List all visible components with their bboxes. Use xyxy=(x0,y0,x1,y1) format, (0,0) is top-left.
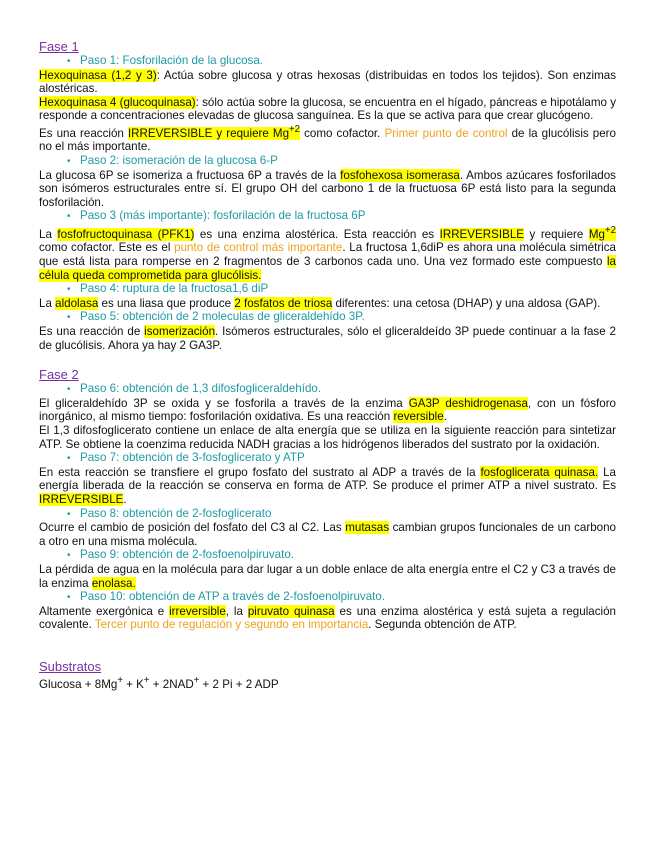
bullet: • xyxy=(67,453,71,465)
list-item-paso-8: • Paso 8: obtención de 2-fosfoglicerato xyxy=(67,506,272,520)
list-item-paso-10: • Paso 10: obtención de ATP a través de 2-fosfoenolpiruvato. xyxy=(67,590,386,604)
heading-substratos: Substratos xyxy=(39,658,102,674)
list-item-paso-3: • Paso 3 (más importante): fosforilación de la fructosa 6P xyxy=(67,209,366,223)
bullet: • xyxy=(67,592,71,604)
list-item-paso-1: • Paso 1: Fosforilación de la glucosa. xyxy=(67,54,264,67)
bullet: • xyxy=(67,550,71,562)
heading-fase-2: Fase 2 xyxy=(39,367,79,383)
paragraph-reaccion-irreversible: Es una reacción IRREVERSIBLE y requiere $Mg^{+2}$ como cofactor. Primer punto de control de la glucólisis pero no el más importante. xyxy=(39,123,616,154)
list-item-paso-9: • Paso 9: obtención de 2-fosfoenolpiruvato. xyxy=(67,548,294,562)
paragraph-hexoquinasa-4: Hexoquinasa 4 (glucoquinasa): sólo actúa sobre la glucosa, se encuentra en el hígado, páncreas e hipotálamo y responde a concentraciones elevadas de glucosa sanguínea. Es la que se activa para que crear glucógeno. xyxy=(39,95,616,123)
paragraph-paso-9: La pérdida de agua en la molécula para dar lugar a un doble enlace de alta energía entre el C2 y C3 a través de la enzima enolasa. xyxy=(39,562,616,590)
paragraph-paso-6b: El 1,3 difosfoglicerato contiene un enlace de alta energía que se utiliza en la siguiente reacción para sintetizar ATP. Se obtiene la coenzima reducida NADH gracias a los hidrógenos liberados del sustrato por la oxidación. xyxy=(39,423,616,451)
paragraph-paso-4: La aldolasa es una liasa que produce 2 fosfatos de triosa diferentes: una cetosa (DHAP) y una aldosa (GAP). xyxy=(39,296,601,310)
paragraph-paso-7: En esta reacción se transfiere el grupo fosfato del sustrato al ADP a través de la fosfoglicerata quinasa. La energía liberada de la reacción se conserva en forma de ATP. Se produce el primer ATP a nivel sustrato. Es IRREVERSIBLE. xyxy=(39,465,616,506)
list-item-paso-5: • Paso 5: obtención de 2 moleculas de gliceraldehído 3P. xyxy=(67,310,365,324)
paragraph-paso-6a: El gliceraldehído 3P se oxida y se fosforila a través de la enzima GA3P deshidrogenasa, con un fósforo inorgánico, al mismo tiempo: fosforilación oxidativa. Es una reacción reversible. xyxy=(39,396,617,424)
bullet: • xyxy=(67,508,71,520)
bullet: • xyxy=(67,156,71,168)
paragraph-hexoquinasa-1-2-3: Hexoquinasa (1,2 y 3): Actúa sobre glucosa y otras hexosas (distribuidas en todos los tejidos). Son enzimas alostéricas. xyxy=(39,68,616,96)
bullet: • xyxy=(67,211,71,223)
paragraph-paso-8: Ocurre el cambio de posición del fosfato del C3 al C2. Las mutasas cambian grupos funcionales de un carbono a otro en una misma molécula. xyxy=(39,521,616,548)
list-item-paso-6: • Paso 6: obtención de 1,3 difosfogliceraldehído. xyxy=(67,382,322,396)
bullet: • xyxy=(67,56,71,67)
paragraph-paso-10: Altamente exergónica e irreversible, la piruvato quinasa es una enzima alostérica y está sujeta a regulación covalente. Tercer punto de regulación y segundo en importancia. Segunda obtención de ATP. xyxy=(39,604,616,632)
list-item-paso-2: • Paso 2: isomeración de la glucosa 6-P xyxy=(67,154,278,168)
paragraph-paso-2: La glucosa 6P se isomeriza a fructuosa 6P a través de la fosfohexosa isomerasa. Ambos azúcares fosforilados son isómeros estructurales entre sí. El grupo OH del carbono 1 de la fructuosa 6P está listo para la segunda fosforilación. xyxy=(39,168,616,209)
bullet: • xyxy=(67,284,71,296)
substratos-formula: Glucosa + 8Mg+ + K+ + 2NAD+ + 2 Pi + 2 ADP xyxy=(39,674,279,691)
heading-fase-1: Fase 1 xyxy=(39,39,79,54)
paragraph-paso-3: La fosfofructoquinasa (PFK1) es una enzima alostérica. Esta reacción es IRREVERSIBLE y requiere $Mg^{+2}$ como cofactor. Este es el punto de control más importante. La fructosa 1,6diP es ahora una molécula simétrica que está lista para romperse en 2 fragmentos de 3 carbonos cada uno. Una vez formado este compuesto la célula queda comprometida para glucólisis. xyxy=(39,224,617,282)
list-item-paso-7: • Paso 7: obtención de 3-fosfoglicerato y ATP xyxy=(67,451,305,465)
list-item-paso-4: • Paso 4: ruptura de la fructosa1,6 diP xyxy=(67,282,269,296)
bullet: • xyxy=(67,384,71,396)
paragraph-paso-5: Es una reacción de isomerización. Isómeros estructurales, sólo el gliceraldeído 3P puede continuar a la fase 2 de glucólisis. Ahora ya hay 2 GA3P. xyxy=(39,325,616,352)
bullet: • xyxy=(67,312,71,324)
